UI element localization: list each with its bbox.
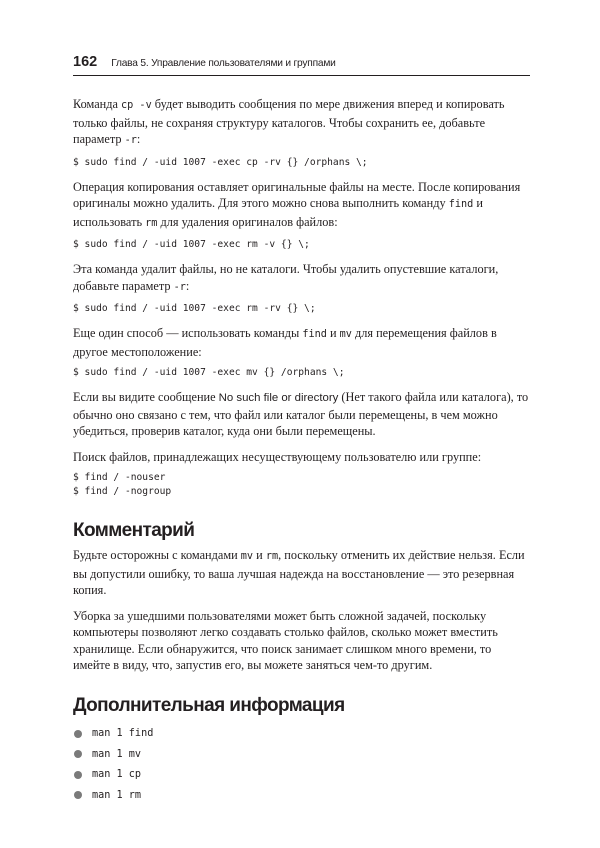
paragraph-caution: Будьте осторожны с командами mv и rm, поскольку отменить их действие нельзя. Если вы допустили ошибку, то ваша лучшая надежда на восстановление — это резервная копия. (73, 548, 525, 597)
inline-code: rm (145, 217, 158, 229)
code-block-remove-recursive: $ sudo find / -uid 1007 -exec rm -rv {} \; (73, 303, 316, 314)
running-header (73, 54, 530, 76)
chapter-title: Глава 5. Управление пользователями и группами (111, 58, 336, 69)
inline-code: rm (265, 551, 279, 562)
inline-code: -r (173, 281, 186, 293)
man-page-ref: man 1 cp (92, 769, 142, 781)
error-message: No such file or directory (218, 392, 339, 404)
code-block-remove: $ sudo find / -uid 1007 -exec rm -v {} \; (73, 239, 310, 250)
inline-code: -r (124, 135, 137, 146)
man-page-ref: man 1 find (92, 728, 154, 740)
man-page-ref: man 1 rm (92, 789, 142, 801)
inline-code: mv (240, 551, 254, 562)
bullet-icon (74, 730, 82, 738)
inline-code: mv (339, 329, 352, 340)
paragraph-delete-originals: Операция копирования оставляет оригинальные файлы на месте. После копирования оригиналы можно удалить. Для этого можно снова выполнить команду find и использовать rm для удаления оригиналов файлов: (73, 179, 521, 229)
bullet-icon (74, 791, 82, 799)
bullet-icon (74, 771, 82, 779)
inline-code: find (302, 329, 327, 340)
list-item (73, 744, 531, 765)
paragraph-find-orphans: Поиск файлов, принадлежащих несуществующему пользователю или группе: (73, 449, 482, 464)
paragraph-move-files: Еще один способ — использовать команды find и mv для перемещения файлов в другое местоположение: (73, 326, 497, 359)
code-block-move: $ sudo find / -uid 1007 -exec mv {} /orphans \; (73, 367, 345, 378)
code-block-nouser: $ find / -nouser $ find / -nogroup (73, 472, 172, 497)
page-number: 162 (73, 54, 98, 70)
section-heading-comment: Комментарий (73, 520, 195, 541)
bullet-icon (74, 750, 82, 758)
paragraph-remove-dirs: Эта команда удалит файлы, но не каталоги. Чтобы удалить опустевшие каталоги, добавьте параметр -r: (73, 262, 499, 293)
paragraph-cp-verbose: Команда cp -v будет выводить сообщения по мере движения вперед и копировать только файлы, не сохраняя структуру каталогов. Чтобы сохранить ее, добавьте параметр -r: (73, 97, 505, 146)
list-item (73, 765, 531, 786)
code-block-copy: $ sudo find / -uid 1007 -exec cp -rv {} /orphans \; (73, 156, 368, 168)
man-pages-list (73, 724, 531, 806)
page-content (73, 96, 531, 806)
inline-code: cp -v (121, 100, 152, 111)
inline-code: find (448, 199, 474, 210)
list-item (73, 785, 531, 806)
paragraph-no-such-file: Если вы видите сообщение No such file or directory (Нет такого файла или каталога), то обычно оно связано с тем, что файл или каталог были перемещены, в чем можно убедиться, проверив каталог, куда они были перемещены. (73, 390, 529, 438)
list-item (73, 724, 531, 745)
man-page-ref: man 1 mv (92, 748, 142, 760)
paragraph-cleanup: Уборка за ушедшими пользователями может быть сложной задачей, поскольку компьютеры позволяют легко создавать столько файлов, сколько может вместить хранилище. Если обнаружится, что поиск занимает слишком много времени, то имейте в виду, что, запустив его, вы можете заняться чем-то другим. (73, 608, 498, 672)
section-heading-more-info: Дополнительная информация (73, 694, 345, 716)
